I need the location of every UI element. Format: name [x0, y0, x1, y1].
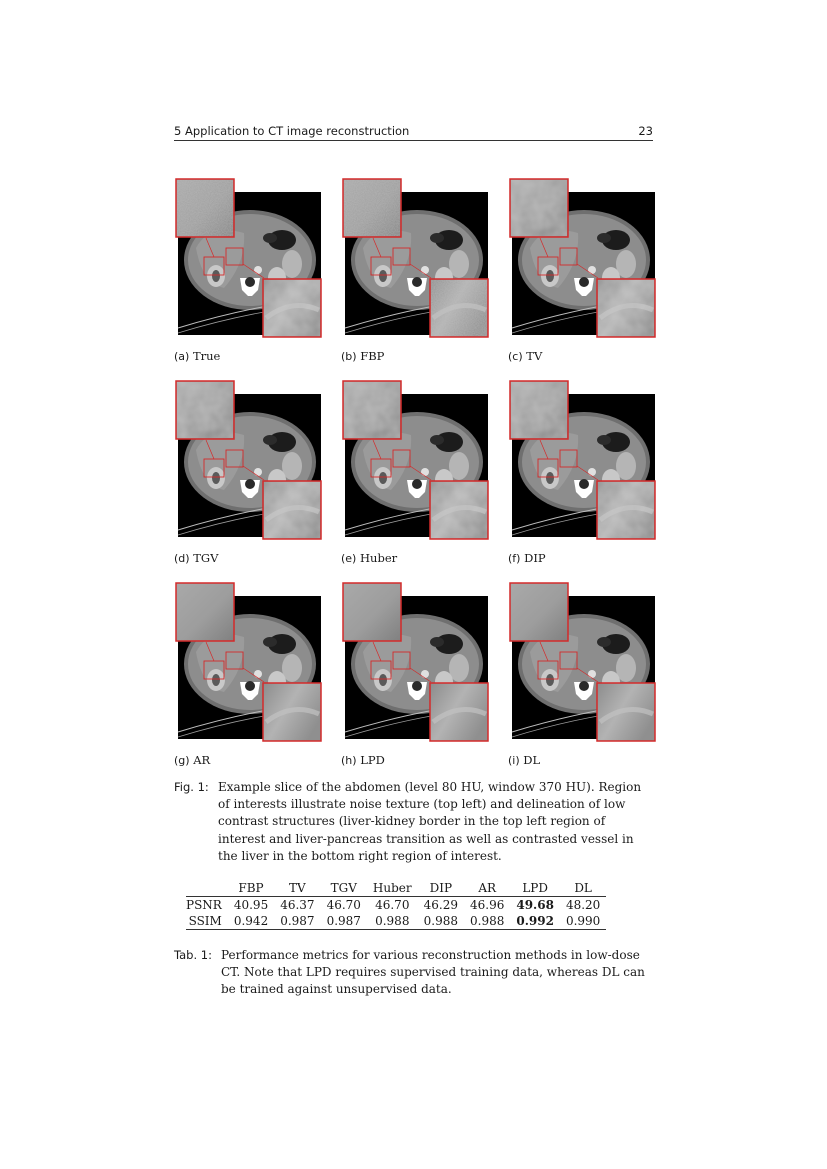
column-header: DL: [574, 881, 592, 895]
table-cell: 46.70: [375, 898, 410, 912]
running-header: [174, 124, 653, 141]
table-cell: 0.942: [233, 914, 269, 928]
table-row: [186, 913, 606, 930]
section-title: 5 Application to CT image reconstruction: [174, 124, 410, 138]
figure-panel-true: [174, 178, 324, 363]
ct-image-lpd: [341, 582, 491, 742]
column-header: TV: [289, 881, 306, 895]
table-cell-best: 49.68: [516, 898, 554, 912]
table-cell: 46.70: [326, 898, 361, 912]
table-cell: 0.987: [280, 914, 315, 928]
ct-image-ar: [174, 582, 324, 742]
figure-panel-dip: [508, 380, 658, 565]
table-cell: 46.37: [280, 898, 315, 912]
table-cell: 0.987: [326, 914, 361, 928]
figure-panel-dl: [508, 582, 658, 767]
ct-image-true: [174, 178, 324, 338]
table-cell: 0.988: [423, 914, 458, 928]
column-header: TGV: [330, 881, 357, 895]
subfigure-label: (h) LPD: [341, 753, 385, 767]
table-cell: 0.988: [470, 914, 505, 928]
table-caption-prefix: Tab. 1:: [174, 948, 212, 962]
table-cell: 0.990: [565, 914, 601, 928]
column-header: Huber: [372, 881, 412, 895]
table-row: [186, 897, 606, 914]
ct-image-tv: [508, 178, 658, 338]
figure-caption-text: Example slice of the abdomen (level 80 HU, window 370 HU). Region of interests illustrate noise texture (top left) and delineation of low contrast structures (liver-kidney border in the top left region of interest and liver-pancreas transition as well as contrasted vessel in the liver in the bottom right region of interest.: [218, 780, 642, 863]
table-caption: [174, 947, 654, 999]
subfigure-label: (f) DIP: [508, 551, 546, 565]
figure-caption: [174, 779, 654, 865]
subfigure-label: (c) TV: [508, 349, 543, 363]
table-cell: 46.29: [423, 898, 458, 912]
table-header-row: [186, 880, 606, 897]
metrics-table: [186, 880, 606, 930]
subfigure-label: (a) True: [174, 349, 221, 363]
ct-image-dip: [508, 380, 658, 540]
figure-panel-tv: [508, 178, 658, 363]
table-cell: 48.20: [565, 898, 601, 912]
column-header: LPD: [522, 881, 548, 895]
subfigure-label: (e) Huber: [341, 551, 398, 565]
subfigure-label: (d) TGV: [174, 551, 219, 565]
figure-panel-tgv: [174, 380, 324, 565]
table-cell: 46.96: [470, 898, 505, 912]
ct-image-huber: [341, 380, 491, 540]
figure-panel-lpd: [341, 582, 491, 767]
subfigure-label: (g) AR: [174, 753, 211, 767]
ct-image-dl: [508, 582, 658, 742]
ct-image-tgv: [174, 380, 324, 540]
table-cell-best: 0.992: [516, 914, 554, 928]
figure-panel-fbp: [341, 178, 491, 363]
row-header: PSNR: [186, 898, 222, 912]
page-number: 23: [638, 124, 653, 138]
figure-panel-huber: [341, 380, 491, 565]
column-header: AR: [478, 881, 497, 895]
figure-caption-prefix: Fig. 1:: [174, 780, 209, 794]
column-header: DIP: [429, 881, 453, 895]
table-caption-text: Performance metrics for various reconstruction methods in low-dose CT. Note that LPD requires supervised training data, whereas DL can be trained against unsupervised data.: [221, 948, 645, 997]
ct-image-fbp: [341, 178, 491, 338]
column-header: FBP: [238, 881, 264, 895]
figure-panel-ar: [174, 582, 324, 767]
subfigure-label: (i) DL: [508, 753, 541, 767]
table-cell: 0.988: [375, 914, 410, 928]
row-header: SSIM: [188, 914, 222, 928]
subfigure-label: (b) FBP: [341, 349, 385, 363]
table-cell: 40.95: [233, 898, 269, 912]
column-header: [186, 880, 228, 897]
